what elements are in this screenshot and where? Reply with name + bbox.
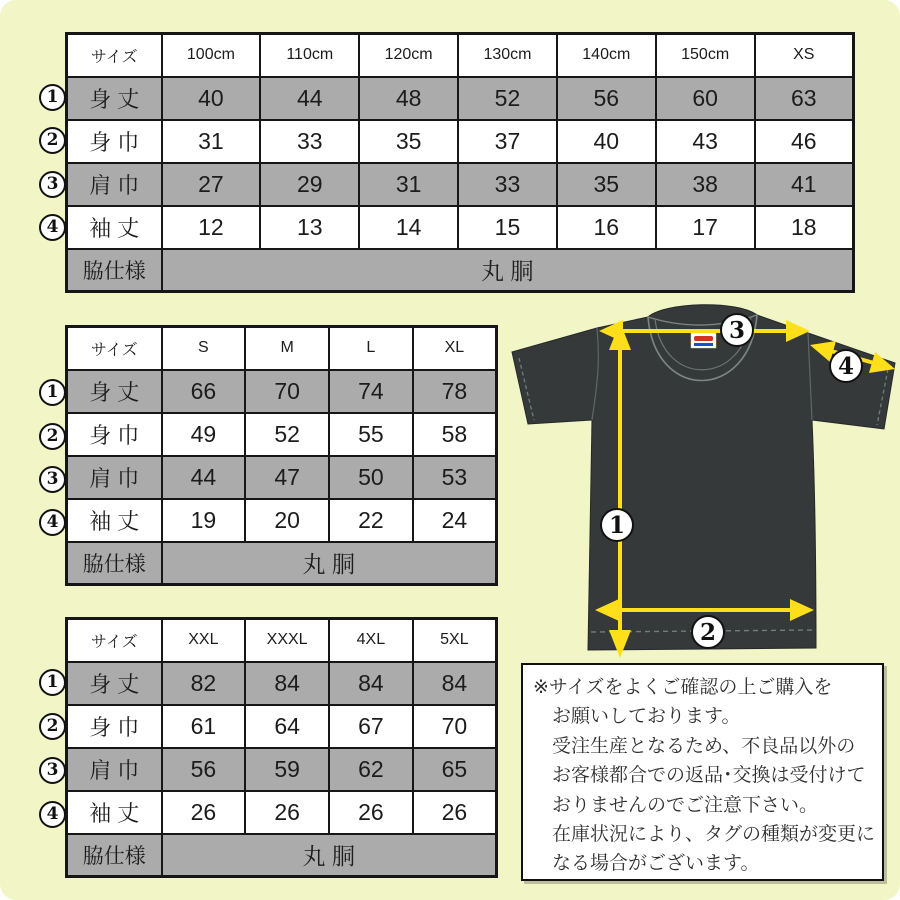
value-cell: 47 [245, 456, 329, 499]
measure-marker: 1 [39, 84, 66, 111]
tshirt-figure [505, 298, 897, 663]
row-label-cell: 身 丈 [67, 77, 162, 120]
value-cell: 64 [245, 705, 329, 748]
side-spec-value-cell: 丸 胴 [162, 834, 497, 877]
column-header-cell: 100cm [162, 34, 261, 77]
size-table-adult [65, 325, 498, 586]
value-cell: 35 [557, 163, 656, 206]
column-header-cell: 150cm [656, 34, 755, 77]
value-cell: 33 [458, 163, 557, 206]
table-header-row [67, 619, 497, 662]
side-spec-label-cell: 脇仕様 [67, 249, 162, 292]
measure-row [67, 163, 854, 206]
footer-row [67, 249, 854, 292]
tshirt-image [505, 298, 897, 663]
note-line: お願いしております。 [552, 706, 741, 728]
measure-marker: 1 [39, 379, 66, 406]
column-header-cell: L [329, 327, 413, 370]
value-cell: 52 [458, 77, 557, 120]
measure-marker: 4 [39, 214, 66, 241]
column-header-cell: XXL [162, 619, 246, 662]
row-label-cell: 肩 巾 [67, 456, 162, 499]
side-spec-value-cell: 丸 胴 [162, 542, 497, 585]
value-cell: 44 [162, 456, 246, 499]
row-label-cell: 肩 巾 [67, 748, 162, 791]
measure-row [67, 499, 497, 542]
measure-marker: 4 [39, 509, 66, 536]
row-label-cell: 身 巾 [67, 705, 162, 748]
collar-brand-tag-icon [691, 333, 716, 348]
value-cell: 15 [458, 206, 557, 249]
value-cell: 40 [557, 120, 656, 163]
side-spec-value-cell: 丸 胴 [162, 249, 854, 292]
value-cell: 52 [245, 413, 329, 456]
value-cell: 65 [413, 748, 497, 791]
side-spec-label-cell: 脇仕様 [67, 542, 162, 585]
row-label-cell: 袖 丈 [67, 206, 162, 249]
value-cell: 22 [329, 499, 413, 542]
value-cell: 67 [329, 705, 413, 748]
value-cell: 27 [162, 163, 261, 206]
value-cell: 31 [162, 120, 261, 163]
value-cell: 41 [755, 163, 854, 206]
measure-row [67, 705, 497, 748]
column-header-cell: 110cm [260, 34, 359, 77]
column-header-cell: 4XL [329, 619, 413, 662]
row-label-cell: 身 丈 [67, 370, 162, 413]
value-cell: 61 [162, 705, 246, 748]
value-cell: 24 [413, 499, 497, 542]
value-cell: 40 [162, 77, 261, 120]
table-header-row [67, 327, 497, 370]
value-cell: 82 [162, 662, 246, 705]
value-cell: 62 [329, 748, 413, 791]
value-cell: 35 [359, 120, 458, 163]
measure-marker: 1 [39, 669, 66, 696]
value-cell: 38 [656, 163, 755, 206]
value-cell: 56 [557, 77, 656, 120]
measure-row [67, 456, 497, 499]
purchase-note-box [521, 663, 884, 881]
value-cell: 84 [245, 662, 329, 705]
value-cell: 26 [245, 791, 329, 834]
value-cell: 14 [359, 206, 458, 249]
value-cell: 84 [413, 662, 497, 705]
value-cell: 56 [162, 748, 246, 791]
value-cell: 26 [329, 791, 413, 834]
footer-row [67, 542, 497, 585]
row-label-cell: 袖 丈 [67, 791, 162, 834]
value-cell: 17 [656, 206, 755, 249]
value-cell: 84 [329, 662, 413, 705]
value-cell: 48 [359, 77, 458, 120]
value-cell: 12 [162, 206, 261, 249]
note-line: おりませんのでご注意下さい。 [552, 794, 819, 816]
value-cell: 49 [162, 413, 246, 456]
measure-marker: 2 [39, 423, 66, 450]
note-line: お客様都合での返品･交換は受付けて [552, 765, 866, 787]
measure-marker: 4 [39, 801, 66, 828]
size-column-header-cell: サイズ [67, 619, 162, 662]
measure-row [67, 120, 854, 163]
side-spec-label-cell: 脇仕様 [67, 834, 162, 877]
column-header-cell: 120cm [359, 34, 458, 77]
value-cell: 29 [260, 163, 359, 206]
column-header-cell: XXXL [245, 619, 329, 662]
footer-row [67, 834, 497, 877]
value-cell: 19 [162, 499, 246, 542]
row-label-cell: 袖 丈 [67, 499, 162, 542]
value-cell: 59 [245, 748, 329, 791]
row-label-cell: 肩 巾 [67, 163, 162, 206]
value-cell: 31 [359, 163, 458, 206]
value-cell: 20 [245, 499, 329, 542]
value-cell: 53 [413, 456, 497, 499]
figure-marker-digit: 3 [728, 317, 746, 344]
figure-marker-4 [830, 350, 862, 382]
value-cell: 66 [162, 370, 246, 413]
measure-marker: 3 [39, 757, 66, 784]
size-table-kids [65, 32, 855, 293]
value-cell: 37 [458, 120, 557, 163]
measure-row [67, 206, 854, 249]
note-line: 受注生産となるため、不良品以外の [552, 735, 856, 757]
measure-marker: 2 [39, 127, 66, 154]
measure-marker: 2 [39, 713, 66, 740]
measure-row [67, 791, 497, 834]
value-cell: 70 [245, 370, 329, 413]
value-cell: 26 [162, 791, 246, 834]
measure-marker: 3 [39, 466, 66, 493]
table-header-row [67, 34, 854, 77]
size-column-header-cell: サイズ [67, 327, 162, 370]
measure-row [67, 748, 497, 791]
value-cell: 78 [413, 370, 497, 413]
value-cell: 60 [656, 77, 755, 120]
value-cell: 33 [260, 120, 359, 163]
size-table-plus [65, 617, 498, 878]
figure-marker-digit: 2 [699, 619, 717, 646]
value-cell: 70 [413, 705, 497, 748]
value-cell: 16 [557, 206, 656, 249]
figure-marker-digit: 1 [608, 512, 626, 539]
measure-marker: 3 [39, 171, 66, 198]
figure-marker-1 [601, 509, 633, 541]
row-label-cell: 身 巾 [67, 120, 162, 163]
value-cell: 58 [413, 413, 497, 456]
row-label-cell: 身 巾 [67, 413, 162, 456]
column-header-cell: XS [755, 34, 854, 77]
note-line: 在庫状況により、タグの種類が変更に [552, 824, 876, 846]
measure-row [67, 370, 497, 413]
measure-row [67, 77, 854, 120]
size-column-header-cell: サイズ [67, 34, 162, 77]
value-cell: 43 [656, 120, 755, 163]
value-cell: 74 [329, 370, 413, 413]
column-header-cell: XL [413, 327, 497, 370]
column-header-cell: M [245, 327, 329, 370]
figure-marker-2 [692, 616, 724, 648]
column-header-cell: 5XL [413, 619, 497, 662]
note-line: なる場合がございます。 [552, 853, 760, 875]
value-cell: 50 [329, 456, 413, 499]
row-label-cell: 身 丈 [67, 662, 162, 705]
column-header-cell: 140cm [557, 34, 656, 77]
value-cell: 18 [755, 206, 854, 249]
figure-marker-digit: 4 [837, 353, 855, 380]
measure-row [67, 413, 497, 456]
value-cell: 26 [413, 791, 497, 834]
value-cell: 44 [260, 77, 359, 120]
value-cell: 55 [329, 413, 413, 456]
column-header-cell: S [162, 327, 246, 370]
note-line: ※サイズをよくご確認の上ご購入を [533, 677, 833, 698]
column-header-cell: 130cm [458, 34, 557, 77]
value-cell: 13 [260, 206, 359, 249]
figure-marker-3 [721, 314, 753, 346]
value-cell: 63 [755, 77, 854, 120]
measure-row [67, 662, 497, 705]
value-cell: 46 [755, 120, 854, 163]
